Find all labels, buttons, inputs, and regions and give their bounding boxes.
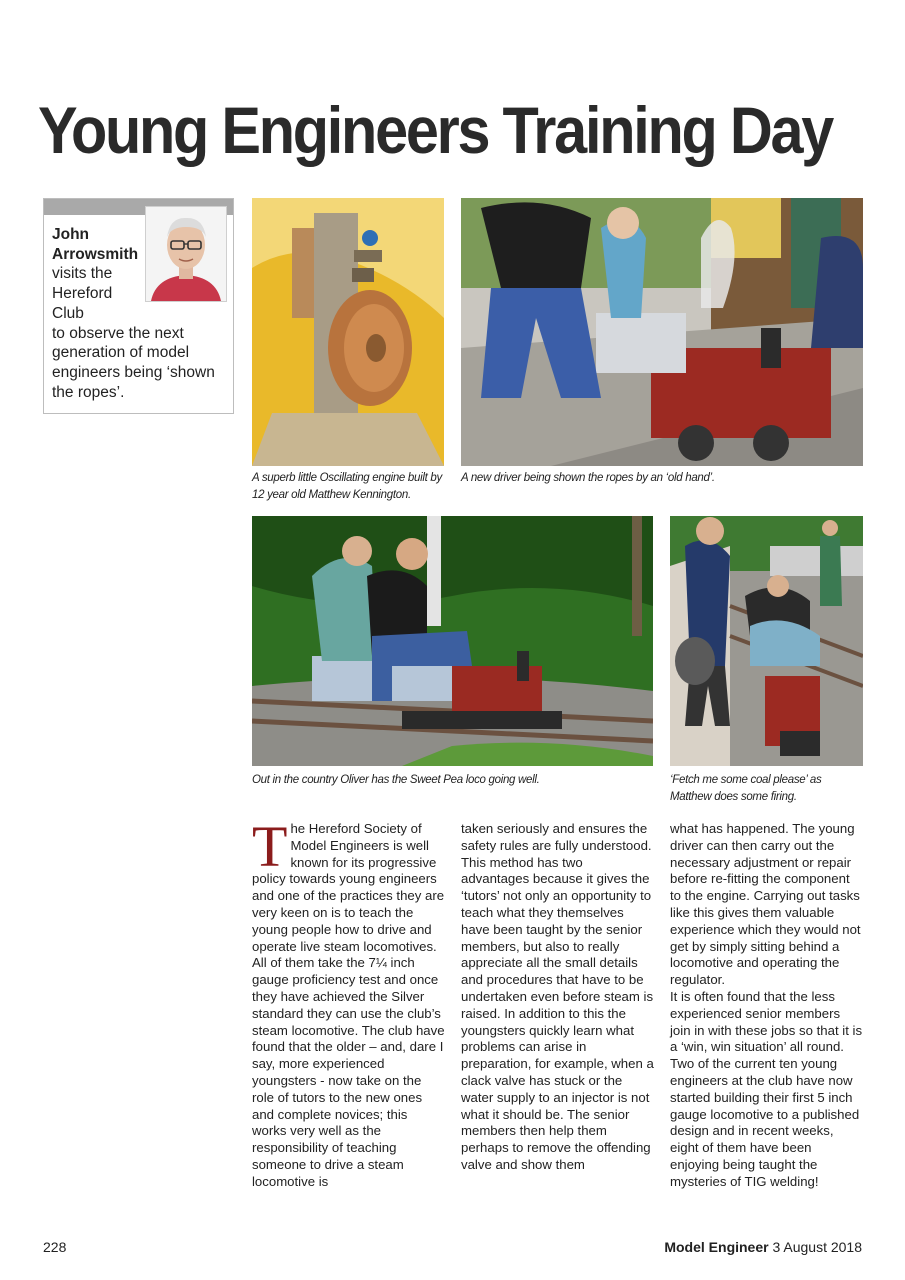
page-number: 228 [43,1239,67,1255]
magazine-name: Model Engineer [664,1239,769,1255]
body-column-3: what has happened. The young driver can then carry out the necessary adjustment or repair before re-fitting the component to the engine. Carrying out tasks like this gives them valuable experience which they would not get by simply sitting behind a locomotive and operating the regulator. It is often found that the less experienced senior members join in with these jobs so that it is a ‘win, win situation’ all round. Two of the current ten young engineers at the club have now started building their first 5 inch gauge locomotive to a published design and in recent weeks, eight of them have been enjoying being taught the mysteries of TIG welding! [670,821,863,1189]
headline: Young Engineers Training Day [38,93,833,167]
byline-author: John Arrowsmith [52,226,139,263]
photo-sweet-pea-loco [252,516,653,766]
issue-date: 3 August 2018 [772,1239,862,1255]
caption-oscillating-engine: A superb little Oscillating engine built by 12 year old Matthew Kennington. [252,472,442,501]
photo-fetch-coal [670,516,863,766]
byline-visits: visits the [52,265,113,283]
caption-new-driver: A new driver being shown the ropes by an ‘old hand’. [461,472,715,484]
caption-sweet-pea-loco: Out in the country Oliver has the Sweet Pea loco going well. [252,774,540,786]
byline-rest: to observe the next generation of model engineers being ‘shown the ropes’. [52,324,215,401]
byline-text [52,225,228,402]
caption-fetch-coal: ‘Fetch me some coal please’ as Matthew does some firing. [670,774,822,803]
footer-magazine [664,1239,862,1255]
byline-club-word: Club [52,304,84,322]
photo-oscillating-engine [252,198,444,466]
drop-cap: T [252,814,288,879]
body-column-1 [252,814,445,1191]
photo-new-driver [461,198,863,466]
body-column-1-text: he Hereford Society of Model Engineers is well known for its progressive policy towards young engineers and one of the practices they are very keen on is to teach the young people how to drive and operate live steam locomotives. All of them take the 7¼ inch gauge proficiency test and once they have achieved the Silver standard they can use the club’s steam locomotive. The club have found that the older – and, dare I say, more experienced youngsters - now take on the role of tutors to the new ones and complete novices; this works very well as the responsibility of teaching someone to drive a steam locomotive is [252,821,445,1189]
byline-box [43,198,234,414]
body-column-2: taken seriously and ensures the safety rules are fully understood. This method has two advantages because it gives the ‘tutors’ not only an opportunity to teach what they themselves have been taught by the senior members, but also to really appreciate all the small details and procedures that have to be undertaken even before steam is raised. In addition to this the youngsters quickly learn what problems can arise in preparation, for example, when a clack valve has stuck or the water supply to an injector is not what it should be. The senior members then help them perhaps to remove the offending valve and show them [461,821,654,1172]
byline-club: Hereford [52,285,113,303]
